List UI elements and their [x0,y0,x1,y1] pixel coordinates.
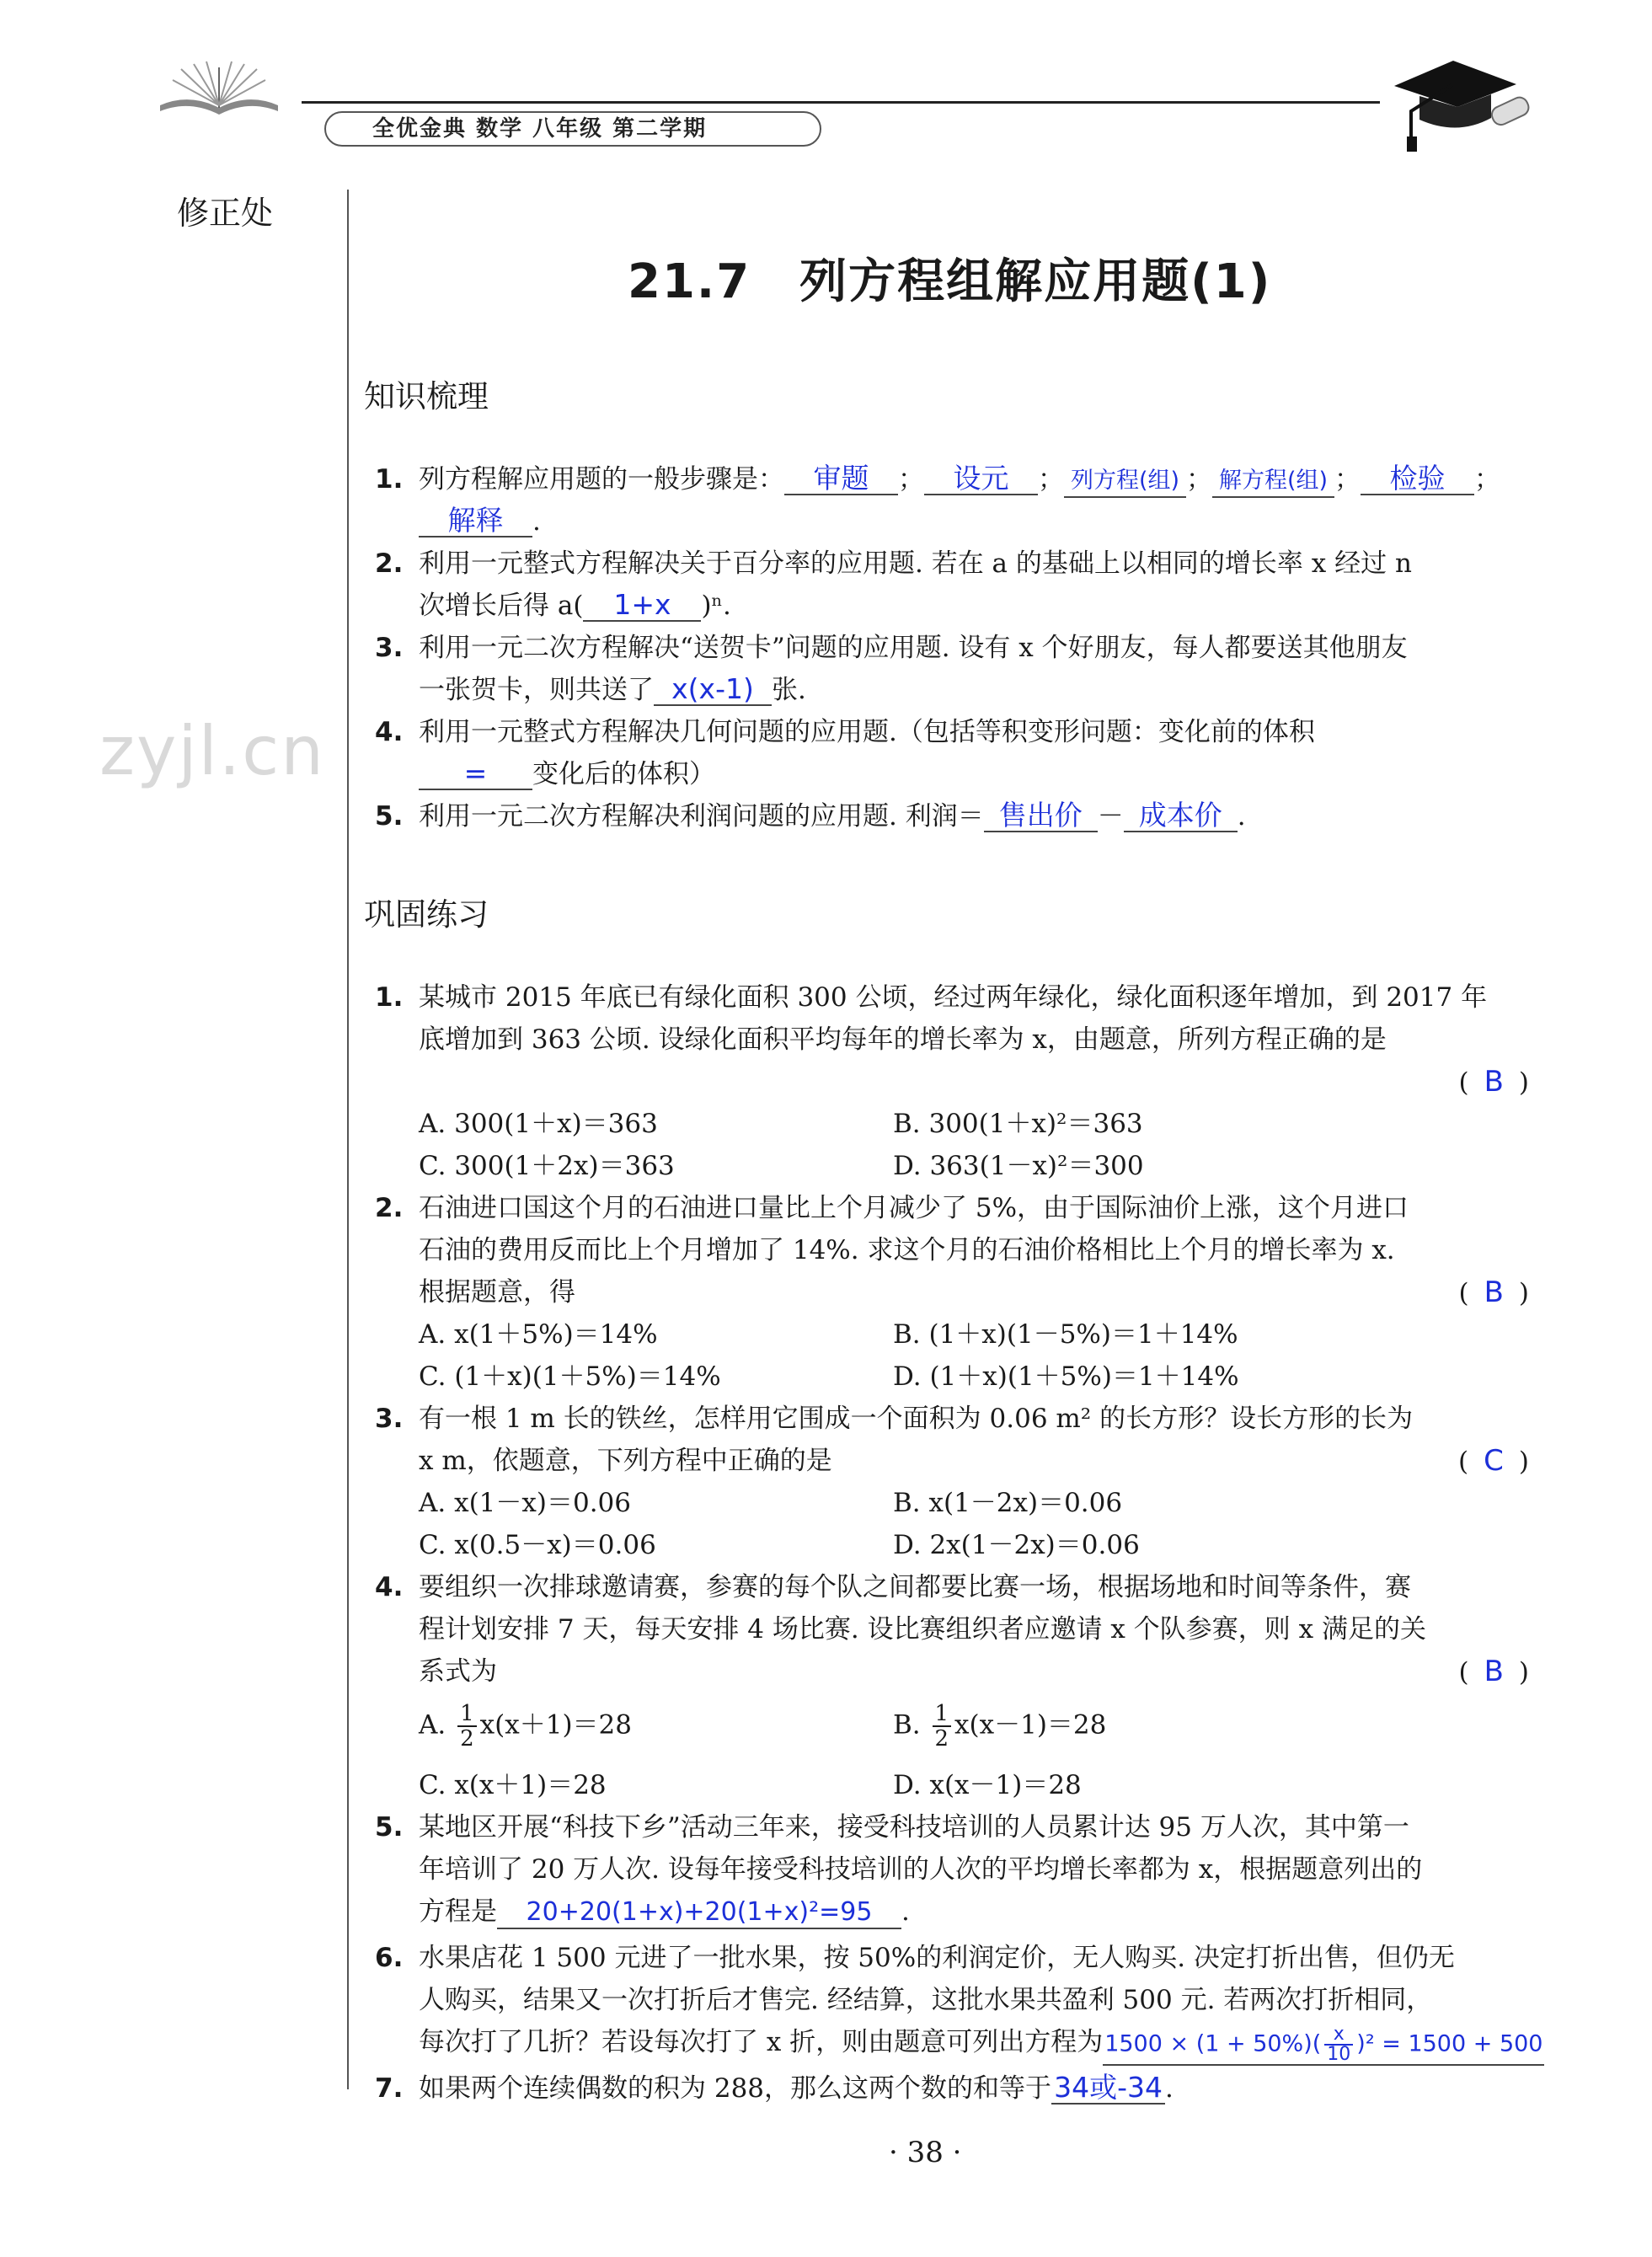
answer-blank: 售出价 [984,800,1098,832]
fraction-half: $\frac{1}{2}$ [933,1702,952,1751]
answer-blank: 解方程(组) [1212,466,1334,498]
knowledge-item-2: 2. 利用一元整式方程解决关于百分率的应用题. 若在 a 的基础上以相同的增长率 x 经过 n 次增长后得 a( 1+x )ⁿ. [375,548,1412,621]
section-knowledge: 知识梳理 [364,378,489,414]
answer-blank: 解释 [419,505,532,538]
option-d: D. (1＋x)(1＋5%)＝1＋14% [893,1361,1239,1392]
answer-choice: ( B ) [1458,1655,1529,1688]
option-c: C. (1＋x)(1＋5%)＝14% [419,1361,721,1392]
knowledge-item-1: 1. 列方程解应用题的一般步骤是： 审题 ； 设元 ； 列方程(组) ； 解方程(组) ； 检验 ； 解释 . [375,462,1500,537]
option-a: A. 300(1＋x)＝363 [419,1109,658,1139]
answer-blank: 审题 [784,463,898,495]
header-rule [302,101,1380,104]
option-d: D. 2x(1－2x)＝0.06 [893,1530,1140,1560]
knowledge-item-3: 3. 利用一元二次方程解决“送贺卡”问题的应用题. 设有 x 个好朋友，每人都要送其他朋友 一张贺卡，则共送了 x(x-1) 张. [375,633,1408,705]
fraction-half: $\frac{1}{2}$ [457,1702,477,1751]
answer-blank: 20+20(1+x)+20(1+x)²=95 [497,1897,901,1929]
answer-blank: 检验 [1361,463,1474,495]
option-b: B. 300(1＋x)²＝363 [893,1109,1143,1139]
option-d: D. x(x－1)＝28 [893,1770,1082,1800]
option-a: A. x(1－x)＝0.06 [419,1488,631,1518]
answer-blank: = [419,758,532,790]
option-a: A. $\frac{1}{2}$ x(x＋1)＝28 [419,1701,632,1752]
answer-blank: 成本价 [1124,800,1238,832]
practice-item-7: 7. 如果两个连续偶数的积为 288，那么这两个数的和等于34或-34. [375,2071,1174,2104]
open-book-icon [156,59,282,118]
practice-item-2: 2. 石油进口国这个月的石油进口量比上个月减少了 5%，由于国际油价上涨，这个月进口 石油的费用反而比上个月增加了 14%. 求这个月的石油价格相比上个月的增长率为 x. 根据题意，得 ( B ) A. x(1＋5%)＝14% B. (1＋x)(1－5%)＝1＋14% C. (1＋x)(1＋5%)＝14% D. (1＋x)(1＋5%)＝1＋14% [375,1188,1529,1407]
practice-item-1: 1. 某城市 2015 年底已有绿化面积 300 公顷，经过两年绿化，绿化面积逐年增加，到 2017 年 底增加到 363 公顷. 设绿化面积平均每年的增长率为 x，由题意，所列方程正确的是 ( B ) A. 300(1＋x)＝363 B. 300(1＋x)²＝363 C. 300(1＋2x)＝363 D. 363(1－x)²＝300 [375,977,1529,1196]
option-c: C. x(0.5－x)＝0.06 [419,1530,656,1560]
page-number: · 38 · [889,2136,962,2169]
option-d: D. 363(1－x)²＝300 [893,1151,1144,1181]
section-practice: 巩固练习 [364,896,489,933]
practice-item-4: 4. 要组织一次排球邀请赛，参赛的每个队之间都要比赛一场，根据场地和时间等条件，赛 程计划安排 7 天，每天安排 4 场比赛. 设比赛组织者应邀请 x 个队参赛，则 x 满足的关 系式为 ( B ) A. $\frac{1}{2}$ x(x＋1)＝28 B. $\frac{1}{2}$ x(x－1)＝28 C. x(x＋1)＝28 D. x(x－1)＝28 [375,1567,1529,1811]
graduation-cap-icon [1390,52,1533,153]
page-title: 21.7 列方程组解应用题(1) [628,254,1272,309]
practice-item-5: 5. 某地区开展“科技下乡”活动三年来，接受科技培训的人员累计达 95 万人次，其中第一 年培训了 20 万人次. 设每年接受科技培训的人次的平均增长率都为 x，根据题意列出的 方程是 20+20(1+x)+20(1+x)²=95 . [375,1807,1529,1933]
knowledge-item-4: 4. 利用一元整式方程解决几何问题的应用题.（包括等积变形问题：变化前的体积 = 变化后的体积） [375,717,1315,789]
answer-blank: 列方程(组) [1064,466,1186,498]
option-b: B. $\frac{1}{2}$ x(x－1)＝28 [893,1701,1107,1752]
answer-choice: ( B ) [1458,1276,1529,1309]
option-b: B. x(1－2x)＝0.06 [893,1488,1123,1518]
option-a: A. x(1＋5%)＝14% [419,1319,658,1350]
margin-divider [347,190,349,2089]
answer-blank: x(x-1) [654,674,772,706]
knowledge-item-5: 5. 利用一元二次方程解决利润问题的应用题. 利润＝ 售出价 － 成本价 . [375,799,1246,832]
answer-choice: ( C ) [1458,1444,1529,1478]
option-c: C. x(x＋1)＝28 [419,1770,607,1800]
answer-blank: 设元 [924,463,1038,495]
answer-blank: 1500 × (1 + 50%)( $\frac{x}{10}$ )² = 1500 + 500 [1104,2023,1543,2065]
practice-item-6: 6. 水果店花 1 500 元进了一批水果，按 50%的利润定价，无人购买. 决定打折出售，但仍无 人购买，结果又一次打折后才售完. 经结算，这批水果共盈利 500 元. 若两次打折相同， 每次打了几折？若设每次打了 x 折，则由题意可列出方程为1500 × (1 + 50%)( $\frac{x}{10}$ )² = 1500 + 500 [375,1943,1543,2065]
watermark: zyjl.cn [99,712,325,790]
option-c: C. 300(1＋2x)＝363 [419,1151,675,1181]
answer-choice: ( B ) [1458,1065,1529,1099]
answer-blank: 34或-34 [1051,2072,1165,2105]
book-title: 全优金典 数学 八年级 第二学期 [324,111,821,147]
option-b: B. (1＋x)(1－5%)＝1＋14% [893,1319,1238,1350]
margin-label: 修正处 [177,195,274,232]
practice-item-3: 3. 有一根 1 m 长的铁丝，怎样用它围成一个面积为 0.06 m² 的长方形？设长方形的长为 x m，依题意，下列方程中正确的是 ( C ) A. x(1－x)＝0.06 B. x(1－2x)＝0.06 C. x(0.5－x)＝0.06 D. 2x(1－2x)＝0.06 [375,1399,1529,1575]
answer-blank: 1+x [583,590,701,622]
